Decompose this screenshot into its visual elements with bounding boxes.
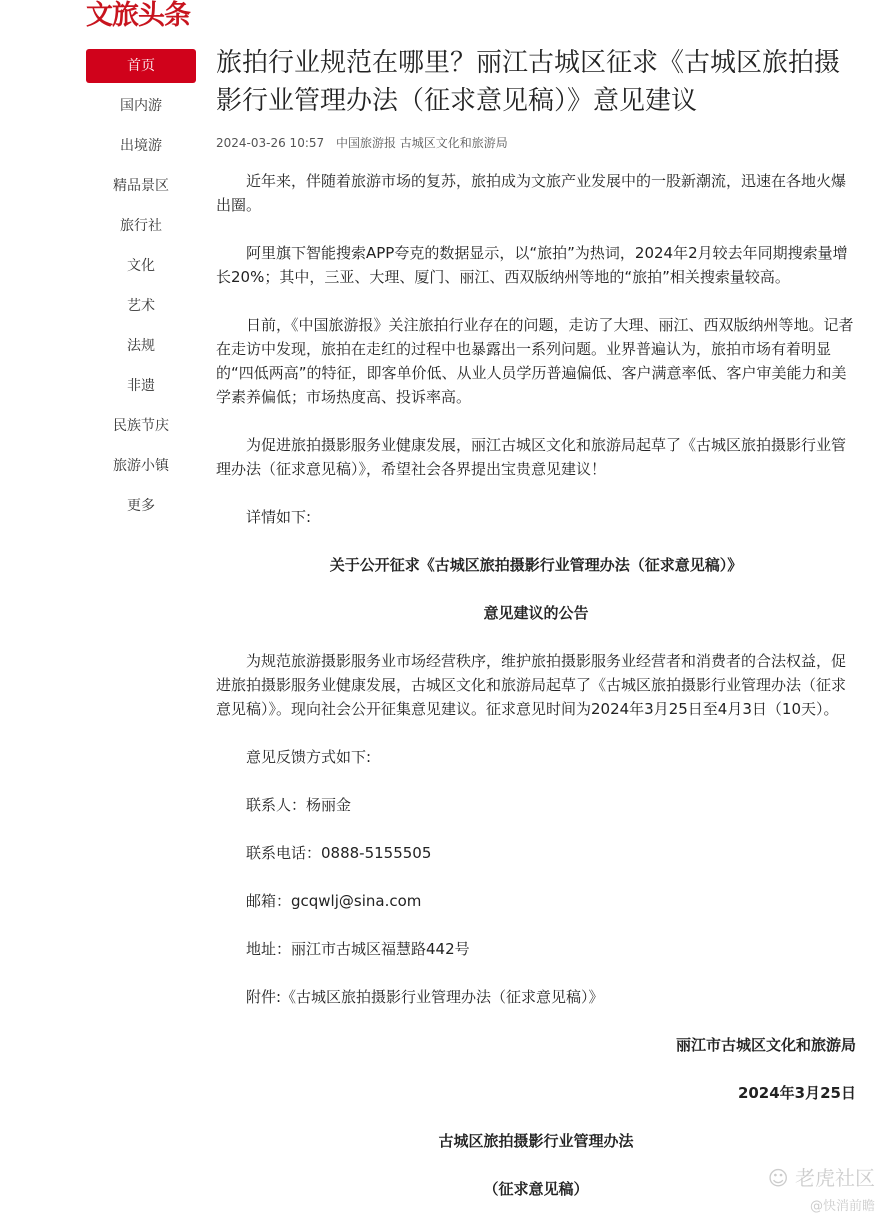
sidebar-item-7[interactable]: 法规 xyxy=(127,338,155,354)
article-date: 2024-03-26 10:57 xyxy=(216,136,325,150)
article-paragraph: 联系电话：0888-5155505 xyxy=(246,844,432,862)
article-paragraph: 附件:《古城区旅拍摄影行业管理办法（征求意见稿）》 xyxy=(246,988,604,1006)
article-title: 旅拍行业规范在哪里？丽江古城区征求《古城区旅拍摄影行业管理办法（征求意见稿）》意见建议 xyxy=(216,48,841,116)
watermark xyxy=(768,1162,875,1214)
sidebar-item-5[interactable]: 文化 xyxy=(127,258,155,274)
sidebar-item-1[interactable]: 国内游 xyxy=(120,98,162,114)
article-paragraph: 日前，《中国旅游报》关注旅拍行业存在的问题，走访了大理、丽江、西双版纳州等地。记者在走访中发现，旅拍在走红的过程中也暴露出一系列问题。业界普遍认为，旅拍市场有着明显的“四低两高”的特征，即客单价低、从业人员学历普遍偏低、客户满意率低、客户审美能力和美学素养偏低；市场热度高、投诉率高。 xyxy=(216,316,854,406)
article-paragraph: 关于公开征求《古城区旅拍摄影行业管理办法（征求意见稿）》 xyxy=(329,556,743,574)
article-paragraph: 地址：丽江市古城区福慧路442号 xyxy=(246,940,470,958)
watermark-author: @快消前瞻 xyxy=(809,1199,875,1214)
sidebar-item-3[interactable]: 精品景区 xyxy=(113,178,169,194)
article-paragraph: 为规范旅游摄影服务业市场经营秩序，维护旅拍摄影服务业经营者和消费者的合法权益，促进旅拍摄影服务业健康发展，古城区文化和旅游局起草了《古城区旅拍摄影行业管理办法（征求意见稿）》。现向社会公开征集意见建议。征求意见时间为2024年3月25日至4月3日（10天）。 xyxy=(216,652,847,718)
article-paragraph: 近年来，伴随着旅游市场的复苏，旅拍成为文旅产业发展中的一股新潮流，迅速在各地火爆出圈。 xyxy=(216,172,847,214)
sidebar-item-9[interactable]: 民族节庆 xyxy=(113,418,169,434)
article-paragraph: 邮箱：gcqwlj@sina.com xyxy=(246,892,422,910)
article-meta xyxy=(216,134,856,151)
article-source: 中国旅游报 古城区文化和旅游局 xyxy=(335,136,508,150)
sidebar-item-10[interactable]: 旅游小镇 xyxy=(113,458,169,474)
article-paragraph: 阿里旗下智能搜索APP夸克的数据显示，以“旅拍”为热词，2024年2月较去年同期搜索量增长20%；其中，三亚、大理、厦门、丽江、西双版纳州等地的“旅拍”相关搜索量较高。 xyxy=(216,244,848,286)
sidebar-item-11[interactable]: 更多 xyxy=(127,498,155,514)
article-paragraph: 古城区旅拍摄影行业管理办法 xyxy=(438,1132,634,1150)
sidebar-item-0[interactable]: 首页 xyxy=(86,49,196,83)
article-paragraph: 意见建议的公告 xyxy=(483,604,589,622)
sidebar-item-2[interactable]: 出境游 xyxy=(120,138,162,154)
watermark-brand: 老虎社区 xyxy=(795,1166,875,1190)
article-paragraph: 丽江市古城区文化和旅游局 xyxy=(675,1036,856,1054)
article-paragraph: 联系人：杨丽金 xyxy=(246,796,352,814)
sidebar-item-8[interactable]: 非遗 xyxy=(127,378,155,394)
article-paragraph: 意见反馈方式如下: xyxy=(246,748,372,766)
article-body xyxy=(216,169,856,1201)
article-paragraph: 为促进旅拍摄影服务业健康发展，丽江古城区文化和旅游局起草了《古城区旅拍摄影行业管理办法（征求意见稿）》，希望社会各界提出宝贵意见建议！ xyxy=(216,436,847,478)
site-logo[interactable]: 文旅头条 xyxy=(86,0,190,31)
sidebar-item-4[interactable]: 旅行社 xyxy=(120,218,162,234)
article-paragraph: （征求意见稿） xyxy=(483,1180,589,1198)
tiger-logo-icon: ☺ xyxy=(767,1166,795,1190)
article-paragraph: 2024年3月25日 xyxy=(737,1084,856,1102)
sidebar-item-6[interactable]: 艺术 xyxy=(127,298,155,314)
article xyxy=(216,44,856,1225)
sidebar-nav xyxy=(86,49,196,529)
article-paragraph: 详情如下: xyxy=(246,508,312,526)
